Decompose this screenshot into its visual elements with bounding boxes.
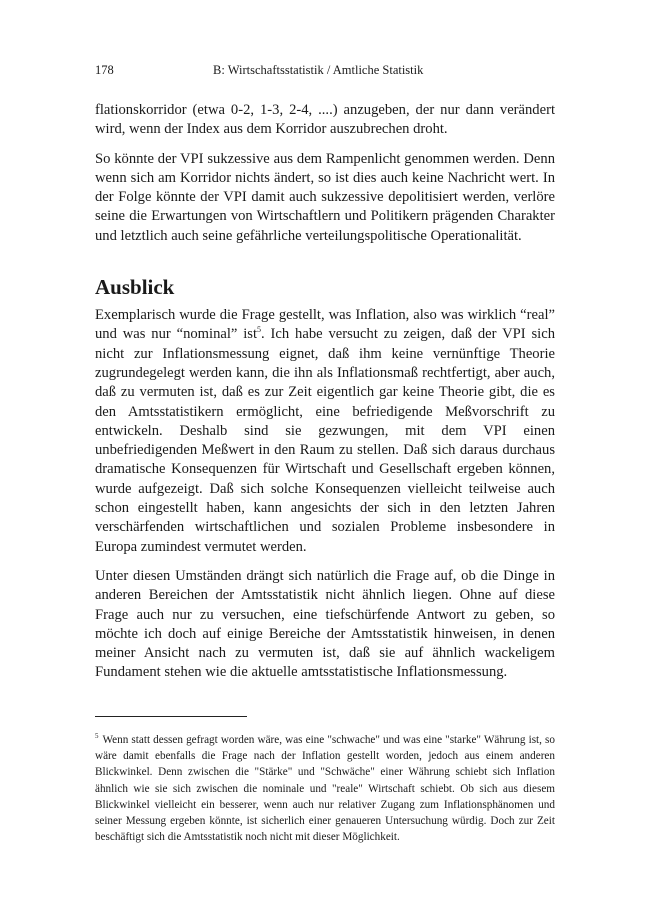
main-text xyxy=(95,101,555,693)
paragraph-1: flationskorridor (etwa 0-2, 1-3, 2-4, ....) anzugeben, der nur dann verändert wird, wenn der Index aus dem Korridor auszubrechen droht. xyxy=(95,102,555,138)
footnote-divider xyxy=(95,716,247,717)
paragraph-3 xyxy=(95,306,555,557)
footnote-mark: 5 xyxy=(95,732,99,741)
running-title: B: Wirtschaftsstatistik / Amtliche Statistik xyxy=(213,63,424,77)
page-number: 178 xyxy=(95,63,114,77)
footnote-reference[interactable]: 5 xyxy=(257,325,262,335)
footnote xyxy=(95,732,555,845)
paragraph-2: So könnte der VPI sukzessive aus dem Rampenlicht genommen werden. Denn wenn sich am Korridor nichts ändert, so ist dies auch keine Nachricht wert. In der Folge könnte der VPI damit auch sukzessive depolitisiert werden, verlöre seine die Erwartungen von Wirtschaftlern und Politikern prägenden Charakter und letztlich auch seine gefährliche verteilungspolitische Operationalität. xyxy=(95,150,555,244)
footnote-text: Wenn statt dessen gefragt worden wäre, was eine "schwache" und was eine "starke" Währung ist, so wäre damit ebenfalls die Frage nach der Inflation gestellt worden, jedoch aus einem anderen Blickwinkel. Denn zwischen die "Stärke" und "Schwäche" einer Währung schiebt sich Inflation ähnlich wie sie sich zwischen die nominale und "reale" Wirtschaft schiebt. Ob sich aus diesem Blickwinkel vielleicht ein besserer, wenn auch nur relativer Zugang zum Inflationsphänomen und seiner Messung ergeben könnte, ist sicherlich einer genaueren Untersuchung würdig. Doch zur Zeit beschäftigt sich die Amtsstatistik noch nicht mit dieser Möglichkeit. xyxy=(95,734,555,844)
paragraph-3-part-1: Exemplarisch wurde die Frage gestellt, was Inflation, also was wirklich “real” und was nur “nominal” ist xyxy=(95,307,555,343)
paragraph-4: Unter diesen Umständen drängt sich natürlich die Frage auf, ob die Dinge in anderen Bereichen der Amtsstatistik nicht ähnlich liegen. Ohne auf diese Frage auch nur zu versuchen, eine tiefschürfende Antwort zu geben, so möchte ich doch auf einige Bereiche der Amtsstatistik hinweisen, in denen meiner Ansicht nach zu vermuten ist, daß sie auf ähnlich wackeligem Fundament stehen wie die aktuelle amtsstatistische Inflationsmessung. xyxy=(95,567,555,681)
paragraph-3-part-2: . Ich habe versucht zu zeigen, daß der VPI sich nicht zur Inflationsmessung eignet, daß ihm keine vernünftige Theorie zugrundegelegt werden kann, die ihn als Inflationsmaß rechtfertigt, aber auch, daß zu vermuten ist, daß es zur Zeit eigentlich gar keine Theorie gibt, die es den Amtsstatistikern ermöglicht, eine befriedigende Meßvorschrift zu entwickeln. Deshalb sind sie gezwungen, mit dem VPI einen unbefriedigenden Meßwert in den Raum zu stellen. Daß sich daraus durchaus dramatische Konsequenzen für Wirtschaft und Gesellschaft ergeben können, wurde aufgezeigt. Daß sich solche Konsequenzen vielleicht teilweise auch schon eingestellt haben, kann angesichts der sich in den letzten Jahren verschärfenden wirtschaftlichen und sozialen Probleme insbesondere in Europa zumindest vermutet werden. xyxy=(95,326,555,555)
section-heading: Ausblick xyxy=(95,275,175,300)
